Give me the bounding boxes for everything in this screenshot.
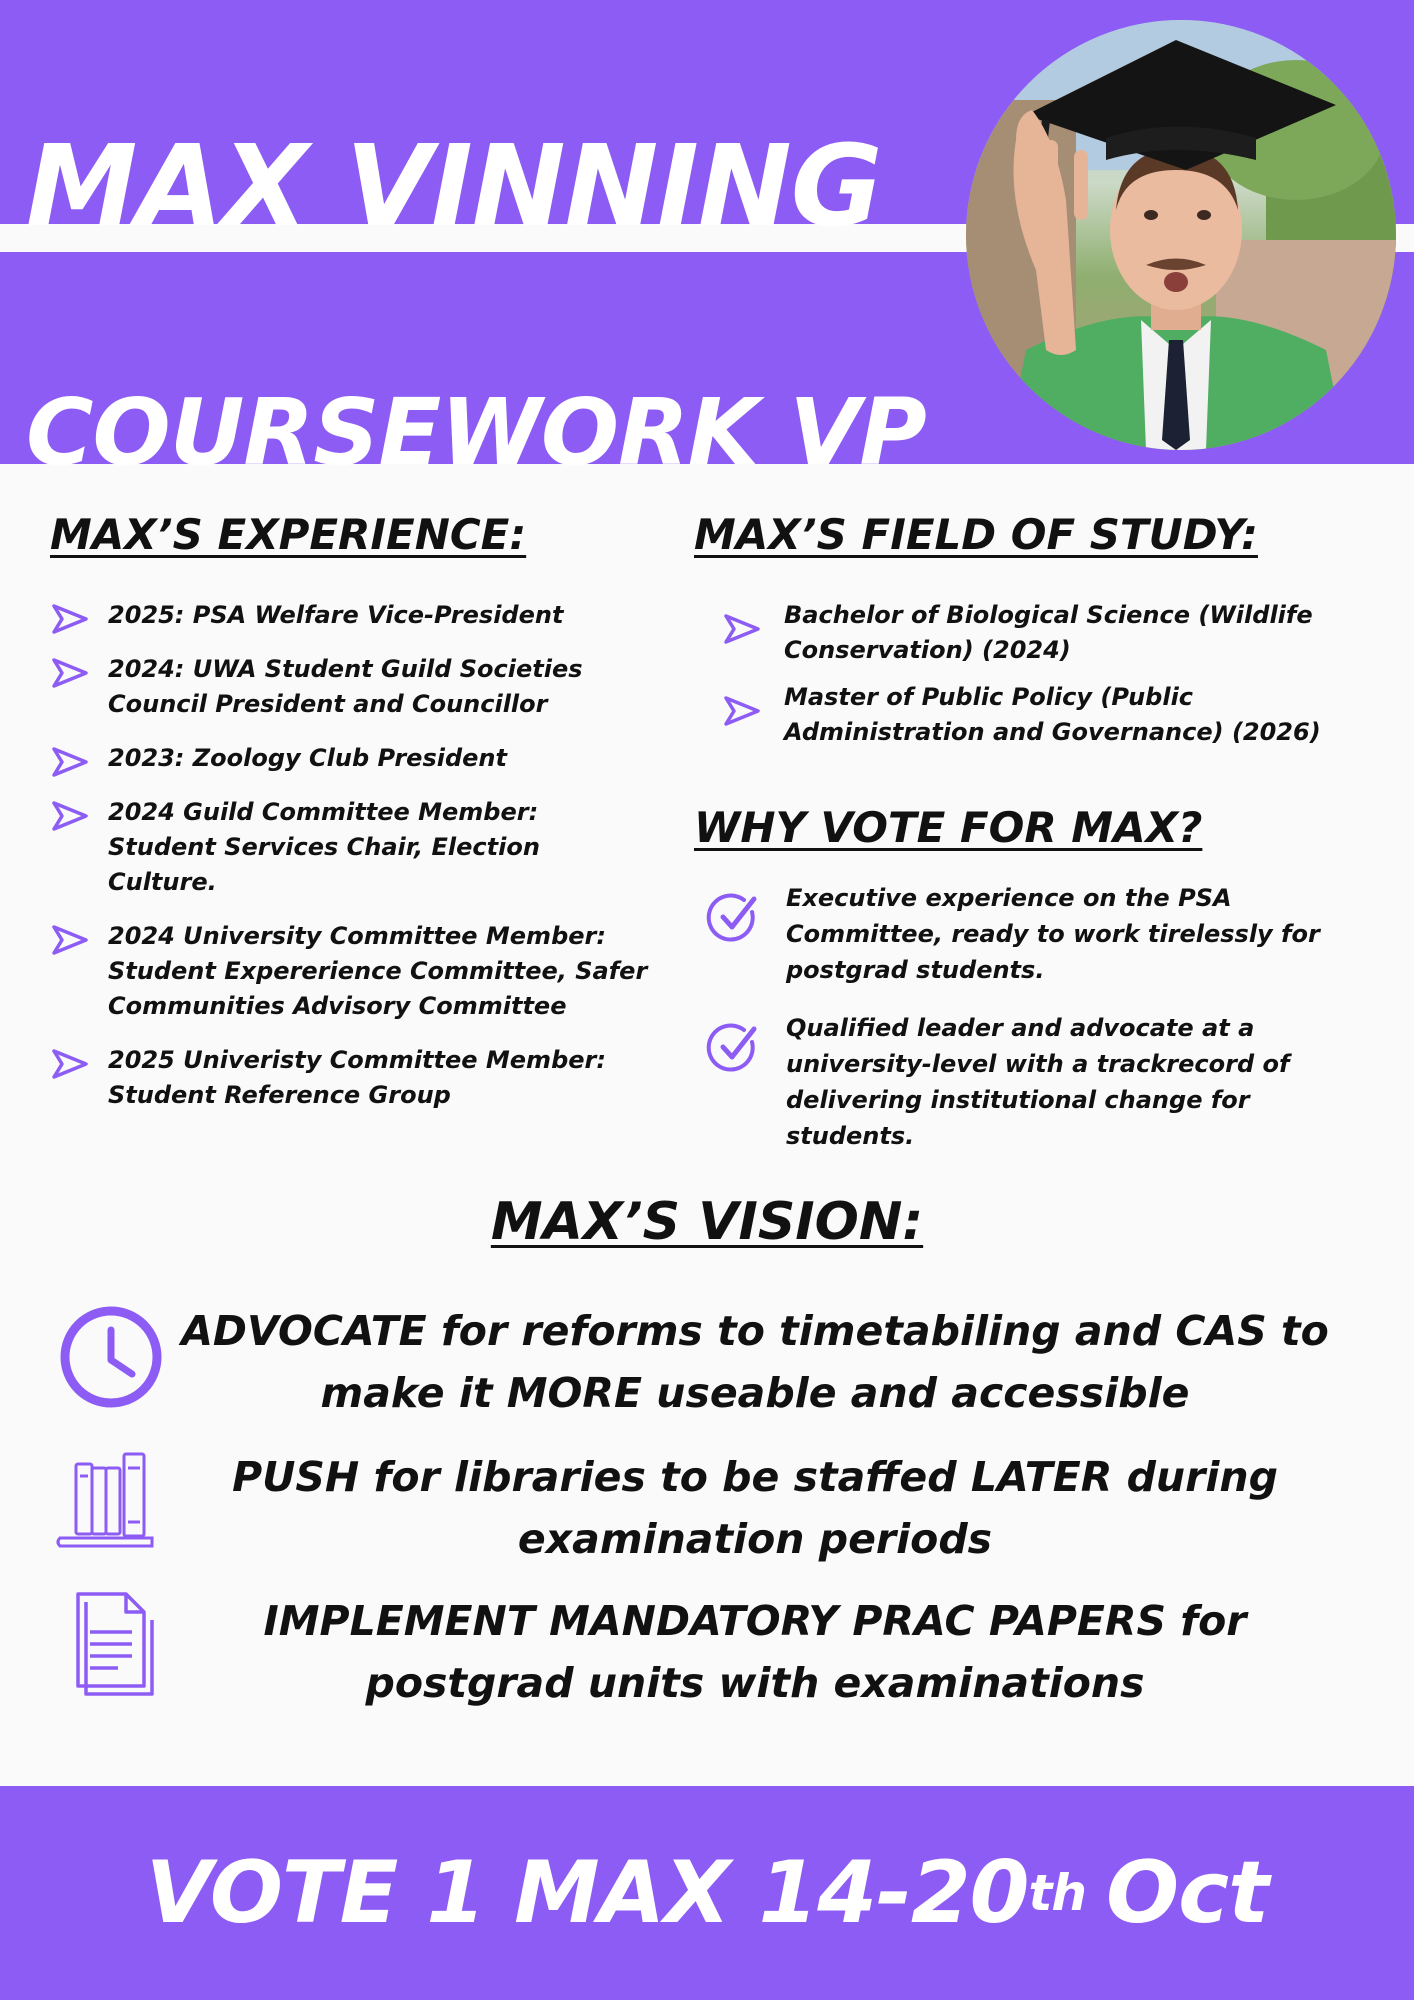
why-vote-item-text: Qualified leader and advocate at a university-level with a trackrecord of delivering institutional change for students. [786,1014,1290,1150]
document-icon [56,1590,166,1700]
books-icon [56,1446,166,1556]
vision-heading: MAX’S VISION: [490,1192,924,1252]
list-item [722,598,1362,668]
experience-item-text: 2024: UWA Student Guild Societies Council President and Councillor [108,655,583,718]
experience-item-text: 2025: PSA Welfare Vice-President [108,601,564,629]
experience-list [50,598,650,1132]
vote-cta-month: Oct [1106,1843,1269,1943]
list-item [50,741,650,776]
field-item-text: Master of Public Policy (Public Administration and Governance) (2026) [784,683,1321,746]
list-item [50,652,650,722]
candidate-photo [966,20,1396,450]
experience-heading: MAX’S EXPERIENCE: [50,510,527,559]
experience-item-text: 2023: Zoology Club President [108,744,507,772]
list-item [50,598,650,633]
arrow-right-icon [50,799,90,833]
field-of-study-list [722,598,1362,762]
arrow-right-icon [722,612,762,646]
list-item [706,1010,1366,1154]
candidate-name: MAX VINNING [26,122,882,253]
arrow-right-icon [50,923,90,957]
clock-icon [56,1302,166,1412]
experience-item-text: 2024 Guild Committee Member: Student Services Chair, Election Culture. [108,798,540,896]
why-vote-list [706,880,1366,1176]
vote-cta-main: VOTE 1 MAX 14-20 [145,1843,1029,1943]
experience-item-text: 2024 University Committee Member: Student Expererience Committee, Safer Communities Advisory Committee [108,922,648,1020]
arrow-right-icon [722,694,762,728]
vote-cta-ordinal: th [1028,1864,1086,1922]
field-item-text: Bachelor of Biological Science (Wildlife Conservation) (2024) [784,601,1313,664]
list-item [50,1043,650,1113]
arrow-right-icon [50,602,90,636]
why-vote-heading: WHY VOTE FOR MAX? [694,803,1203,852]
list-item [706,880,1366,988]
list-item [722,680,1362,750]
why-vote-item-text: Executive experience on the PSA Committee, ready to work tirelessly for postgrad students. [786,884,1320,984]
candidate-role: COURSEWORK VP [26,379,926,487]
graduate-portrait-photo [966,20,1396,450]
arrow-right-icon [50,745,90,779]
check-circle-icon [706,890,762,946]
arrow-right-icon [50,1047,90,1081]
list-item [50,795,650,900]
vision-item-text: IMPLEMENT MANDATORY PRAC PAPERS for postgrad units with examinations [263,1597,1247,1707]
vision-item-text: ADVOCATE for reforms to timetabiling and CAS to make it MORE useable and accessible [181,1307,1329,1417]
vision-item-text: PUSH for libraries to be staffed LATER during examination periods [232,1453,1278,1563]
check-circle-icon [706,1020,762,1076]
vote-call-to-action [0,1786,1414,2000]
list-item [50,919,650,1024]
field-of-study-heading: MAX’S FIELD OF STUDY: [694,510,1258,559]
arrow-right-icon [50,656,90,690]
experience-item-text: 2025 Univeristy Committee Member: Student Reference Group [108,1046,606,1109]
